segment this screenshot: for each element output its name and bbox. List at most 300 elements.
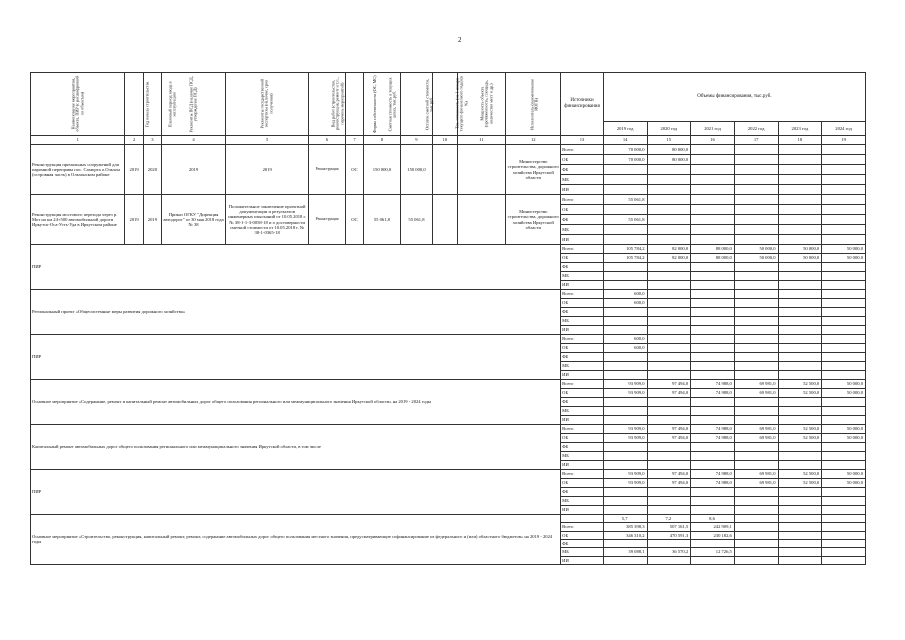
year-header: 2021 год (691, 121, 735, 135)
value-cell: 70 000,0 (603, 155, 647, 165)
value-cell (778, 531, 822, 539)
column-number: 17 (734, 136, 778, 145)
value-cell (603, 488, 647, 497)
object-cost: 150 000,0 (364, 145, 401, 195)
column-number: 9 (400, 136, 433, 145)
source-label: ФБ (561, 488, 604, 497)
value-cell (647, 362, 691, 371)
value-cell (647, 235, 691, 245)
value-cell: 74 988,0 (691, 470, 735, 479)
value-cell (778, 335, 822, 344)
value-cell (822, 452, 866, 461)
value-cell (734, 443, 778, 452)
value-cell (691, 398, 735, 407)
value-cell (647, 416, 691, 425)
source-label: ОБ (561, 434, 604, 443)
value-cell (822, 215, 866, 225)
value-cell (778, 548, 822, 556)
value-cell (647, 195, 691, 205)
source-label: МБ (561, 452, 604, 461)
value-cell (778, 155, 822, 165)
section-title: ПИР (31, 335, 561, 380)
value-cell (734, 195, 778, 205)
value-cell (778, 461, 822, 470)
object-start: 2019 (125, 195, 143, 245)
value-cell: 600,0 (603, 299, 647, 308)
value-cell (822, 185, 866, 195)
value-cell (778, 362, 822, 371)
value-cell (778, 515, 822, 523)
value-cell (822, 488, 866, 497)
value-cell: 230 182,6 (691, 531, 735, 539)
value-cell (734, 398, 778, 407)
value-cell (822, 539, 866, 547)
value-cell (603, 461, 647, 470)
value-cell: 50 000,0 (822, 470, 866, 479)
source-label: ОБ (561, 389, 604, 398)
source-label: ФБ (561, 443, 604, 452)
value-cell (778, 398, 822, 407)
value-cell (603, 556, 647, 564)
value-cell (691, 185, 735, 195)
value-cell (734, 371, 778, 380)
header-col8: Сметная стоимость в текущих ценах, тыс.руб. (364, 73, 401, 136)
value-cell (778, 452, 822, 461)
value-cell (734, 506, 778, 515)
value-cell (691, 281, 735, 290)
value-cell (778, 353, 822, 362)
section-title: Основное мероприятие «Содержание, ремонт и капитальный ремонт автомобильных дорог общего пользования регионального или межмуниципального значения Иркутской области» на 2019 - 2024 годы (31, 380, 561, 425)
value-cell: 97 494,0 (647, 470, 691, 479)
value-cell (778, 185, 822, 195)
value-cell (603, 497, 647, 506)
value-cell (778, 488, 822, 497)
source-label: ОБ (561, 479, 604, 488)
object-expertise: Положительное заключение проектной документации и результатов инженерных изысканий от 10.05.2018 г. № 38-1-1-3-0058-18 и о достоверности сметной стоимости от 10.05.2018 г. № 38-1-0365-18 (226, 195, 309, 245)
value-cell: 55 061,8 (603, 215, 647, 225)
object-remain: 55 061,8 (400, 195, 433, 245)
value-cell: 12 726,5 (691, 548, 735, 556)
source-label: ФБ (561, 308, 604, 317)
value-cell (734, 235, 778, 245)
value-cell: 97 494,0 (647, 389, 691, 398)
value-cell (734, 539, 778, 547)
value-cell (647, 317, 691, 326)
object-executor: Министерство строительства, дорожного хозяйства Иркутской области (506, 145, 561, 195)
value-cell (778, 539, 822, 547)
value-cell: 600,0 (603, 290, 647, 299)
value-cell (778, 299, 822, 308)
value-cell: 70 000,0 (603, 145, 647, 155)
value-cell (822, 407, 866, 416)
value-cell (603, 371, 647, 380)
value-cell: 242 909,1 (691, 523, 735, 531)
column-number: 7 (345, 136, 363, 145)
value-cell (691, 155, 735, 165)
value-cell (691, 416, 735, 425)
value-cell (734, 215, 778, 225)
value-cell: 52 500,0 (778, 389, 822, 398)
value-cell: 69 981,0 (734, 425, 778, 434)
value-cell (822, 362, 866, 371)
value-cell: 93 909,0 (603, 479, 647, 488)
value-cell: 52 500,0 (778, 479, 822, 488)
value-cell: 50 000,0 (778, 245, 822, 254)
section-title: Основное мероприятие «Строительство, реконструкция, капитальный ремонт, ремонт, содержание автомобильных дорог общего пользования местного значения, предусматривающие софинансирование из федерального и (или) областного бюджетов» на 2019 - 2024 годы (31, 515, 561, 565)
value-cell (822, 165, 866, 175)
value-cell (822, 317, 866, 326)
header-col2: Год начала строительства (125, 73, 143, 136)
value-cell (778, 416, 822, 425)
value-cell (647, 443, 691, 452)
object-work: Реконструкция (309, 195, 346, 245)
object-expertise: 2019 (226, 145, 309, 195)
value-cell (822, 290, 866, 299)
value-cell: 50 000,0 (822, 389, 866, 398)
value-cell (734, 488, 778, 497)
value-cell: 74 988,0 (691, 425, 735, 434)
value-cell (647, 281, 691, 290)
value-cell (822, 195, 866, 205)
value-cell (734, 205, 778, 215)
value-cell (691, 308, 735, 317)
value-cell: 8,6 (691, 515, 735, 523)
value-cell (603, 353, 647, 362)
value-cell (691, 362, 735, 371)
value-cell: 50 000,0 (822, 479, 866, 488)
source-label: Всего (561, 245, 604, 254)
header-col13: Источники финансирования (561, 73, 604, 136)
value-cell (647, 272, 691, 281)
value-cell: 52 500,0 (778, 434, 822, 443)
page-number: 2 (458, 36, 462, 44)
value-cell (822, 548, 866, 556)
value-cell: 93 909,0 (603, 389, 647, 398)
value-cell (647, 290, 691, 299)
year-header: 2022 год (734, 121, 778, 135)
value-cell (691, 344, 735, 353)
value-cell (691, 497, 735, 506)
source-label: ФБ (561, 215, 604, 225)
value-cell: 74 988,0 (691, 434, 735, 443)
value-cell: 97 494,0 (647, 380, 691, 389)
column-number: 14 (603, 136, 647, 145)
value-cell: 93 909,0 (603, 380, 647, 389)
value-cell (647, 308, 691, 317)
value-cell (647, 488, 691, 497)
value-cell: 74 988,0 (691, 380, 735, 389)
value-cell: 93 909,0 (603, 434, 647, 443)
column-number: 18 (778, 136, 822, 145)
object-executor: Министерство строительства, дорожного хозяйства Иркутской области (506, 195, 561, 245)
source-label: ФБ (561, 165, 604, 175)
value-cell: 470 591,3 (647, 531, 691, 539)
value-cell (691, 290, 735, 299)
funding-table (30, 72, 866, 565)
value-cell (647, 556, 691, 564)
header-funding: Объемы финансирования, тыс.руб. (603, 73, 865, 122)
value-cell (734, 335, 778, 344)
value-cell: 93 909,0 (603, 470, 647, 479)
value-cell (603, 263, 647, 272)
value-cell (647, 344, 691, 353)
value-cell: 82 000,0 (647, 254, 691, 263)
value-cell (778, 407, 822, 416)
source-label: МБ (561, 497, 604, 506)
header-col6: Вид работ (строительство, реконструкция, ремонт и т.п., перечень мероприятий) (309, 73, 346, 136)
value-cell (647, 175, 691, 185)
value-cell: 52 500,0 (778, 380, 822, 389)
object-ownership: ОС (345, 195, 363, 245)
value-cell (691, 556, 735, 564)
year-header: 2024 год (822, 121, 866, 135)
column-number: 6 (309, 136, 346, 145)
value-cell (691, 272, 735, 281)
value-cell (822, 556, 866, 564)
header-col10: Тех. готовность (на 1 января текущего финансового года) (в %) (433, 73, 457, 136)
value-cell (603, 175, 647, 185)
value-cell (691, 326, 735, 335)
source-label: ИИ (561, 556, 604, 564)
value-cell: 80 000,0 (647, 155, 691, 165)
value-cell (647, 326, 691, 335)
value-cell (603, 398, 647, 407)
value-cell: 69 981,0 (734, 479, 778, 488)
value-cell (778, 272, 822, 281)
value-cell (734, 416, 778, 425)
source-label: Всего (561, 380, 604, 389)
value-cell: 50 000,0 (822, 245, 866, 254)
source-label: ОБ (561, 344, 604, 353)
value-cell (603, 416, 647, 425)
value-cell (734, 165, 778, 175)
object-cost: 55 061,8 (364, 195, 401, 245)
value-cell (647, 407, 691, 416)
column-number: 19 (822, 136, 866, 145)
value-cell (822, 497, 866, 506)
source-label: ФБ (561, 539, 604, 547)
value-cell (691, 175, 735, 185)
value-cell: 97 494,0 (647, 434, 691, 443)
value-cell: 97 494,0 (647, 425, 691, 434)
year-header: 2023 год (778, 121, 822, 135)
value-cell (691, 407, 735, 416)
source-label: Всего (561, 335, 604, 344)
source-label: ИИ (561, 461, 604, 470)
value-cell (822, 443, 866, 452)
header-col11: Мощность объекта (протяженность, площадь, количество мест и др.) (457, 73, 506, 136)
value-cell: 50 000,0 (822, 434, 866, 443)
value-cell: 69 981,0 (734, 389, 778, 398)
value-cell (603, 452, 647, 461)
value-cell (603, 272, 647, 281)
value-cell (691, 225, 735, 235)
value-cell (647, 299, 691, 308)
object-remain: 150 000,0 (400, 145, 433, 195)
value-cell (822, 299, 866, 308)
source-label: Всего (561, 290, 604, 299)
value-cell (603, 506, 647, 515)
value-cell (647, 205, 691, 215)
value-cell (734, 353, 778, 362)
value-cell (734, 308, 778, 317)
value-cell (734, 317, 778, 326)
value-cell (647, 263, 691, 272)
value-cell (734, 155, 778, 165)
value-cell: 88 000,0 (691, 254, 735, 263)
value-cell (734, 407, 778, 416)
header-col12: Исполнитель (наименование ИОГВ) (506, 73, 561, 136)
value-cell (603, 205, 647, 215)
value-cell: 52 500,0 (778, 470, 822, 479)
value-cell (778, 215, 822, 225)
value-cell: 5,7 (603, 515, 647, 523)
value-cell (603, 539, 647, 547)
value-cell: 105 784,2 (603, 245, 647, 254)
value-cell (778, 205, 822, 215)
value-cell (647, 497, 691, 506)
section-title: ПИР (31, 245, 561, 290)
value-cell (734, 452, 778, 461)
object-period: 2019 (143, 195, 161, 245)
source-label: МБ (561, 407, 604, 416)
object-name: Реконструкция мостового перехода через р. Мот на км 24+500 автомобильной дороги Иркутск-Оса-Усть-Уда в Иркутском районе (31, 195, 125, 245)
source-label: ОБ (561, 205, 604, 215)
value-cell (822, 263, 866, 272)
value-cell: 80 000,0 (647, 145, 691, 155)
year-header: 2020 год (647, 121, 691, 135)
value-cell (603, 225, 647, 235)
value-cell (778, 145, 822, 155)
value-cell (734, 185, 778, 195)
value-cell (691, 443, 735, 452)
value-cell: 97 494,0 (647, 479, 691, 488)
value-cell (734, 299, 778, 308)
value-cell (778, 556, 822, 564)
value-cell (822, 371, 866, 380)
object-name: Реконструкция причальных сооружений для паромной переправы пос. Сахюрта о.Ольхон (островная часть) в Ольхонском районе (31, 145, 125, 195)
value-cell (647, 452, 691, 461)
value-cell (822, 205, 866, 215)
object-psd: Приказ ОГКУ "Дирекция автодорог" от 30 мая 2018 года № 38 (162, 195, 226, 245)
value-cell (603, 317, 647, 326)
value-cell (822, 326, 866, 335)
value-cell (691, 205, 735, 215)
header-col9: Остаток сметной стоимости, тыс.руб. (400, 73, 433, 136)
column-number: 5 (226, 136, 309, 145)
value-cell (603, 185, 647, 195)
value-cell (778, 165, 822, 175)
source-label: ОБ (561, 254, 604, 263)
value-cell (691, 461, 735, 470)
value-cell (647, 506, 691, 515)
value-cell: 69 981,0 (734, 434, 778, 443)
value-cell (778, 523, 822, 531)
column-number: 12 (506, 136, 561, 145)
source-label: ФБ (561, 263, 604, 272)
value-cell (822, 235, 866, 245)
value-cell (691, 145, 735, 155)
column-number: 3 (143, 136, 161, 145)
value-cell (691, 353, 735, 362)
value-cell: 36 570,2 (647, 548, 691, 556)
value-cell (822, 175, 866, 185)
source-label: МБ (561, 362, 604, 371)
header-col5: Реквизиты государственной экспертизы (наличие, срок получения) (226, 73, 309, 136)
value-cell (691, 488, 735, 497)
value-cell (822, 461, 866, 470)
value-cell (691, 452, 735, 461)
column-number: 10 (433, 136, 457, 145)
object-power (457, 145, 506, 195)
value-cell (734, 461, 778, 470)
value-cell (734, 531, 778, 539)
value-cell (734, 225, 778, 235)
source-label: ИИ (561, 506, 604, 515)
source-label: ИИ (561, 371, 604, 380)
value-cell: 507 161,5 (647, 523, 691, 531)
value-cell: 88 000,0 (691, 245, 735, 254)
value-cell (691, 165, 735, 175)
section-title: Региональный проект «Общесистемные меры развития дорожного хозяйства» (31, 290, 561, 335)
value-cell (822, 506, 866, 515)
value-cell: 50 000,0 (822, 254, 866, 263)
object-work: Реконструкция (309, 145, 346, 195)
source-label: ИИ (561, 416, 604, 425)
value-cell (778, 235, 822, 245)
value-cell: 346 310,2 (603, 531, 647, 539)
value-cell (734, 281, 778, 290)
value-cell (691, 215, 735, 225)
value-cell: 50 000,0 (734, 245, 778, 254)
value-cell (691, 299, 735, 308)
value-cell (822, 416, 866, 425)
value-cell (734, 497, 778, 506)
value-cell (778, 497, 822, 506)
object-ownership: ОС (345, 145, 363, 195)
column-number: 15 (647, 136, 691, 145)
value-cell (778, 263, 822, 272)
value-cell (647, 185, 691, 195)
column-number: 2 (125, 136, 143, 145)
value-cell (822, 344, 866, 353)
value-cell (778, 195, 822, 205)
value-cell (647, 539, 691, 547)
value-cell: 74 988,0 (691, 479, 735, 488)
value-cell (822, 145, 866, 155)
value-cell (822, 515, 866, 523)
value-cell (734, 362, 778, 371)
value-cell (734, 290, 778, 299)
value-cell (603, 308, 647, 317)
value-cell: 93 909,0 (603, 425, 647, 434)
value-cell: 50 000,0 (822, 425, 866, 434)
value-cell (822, 523, 866, 531)
value-cell: 55 061,8 (603, 195, 647, 205)
source-label: ИИ (561, 185, 604, 195)
value-cell (603, 443, 647, 452)
value-cell (734, 515, 778, 523)
value-cell (822, 353, 866, 362)
value-cell (822, 398, 866, 407)
value-cell (647, 335, 691, 344)
value-cell: 7,2 (647, 515, 691, 523)
value-cell: 385 398,3 (603, 523, 647, 531)
value-cell: 105 784,2 (603, 254, 647, 263)
source-label: ИИ (561, 326, 604, 335)
value-cell (822, 335, 866, 344)
source-label: МБ (561, 548, 604, 556)
